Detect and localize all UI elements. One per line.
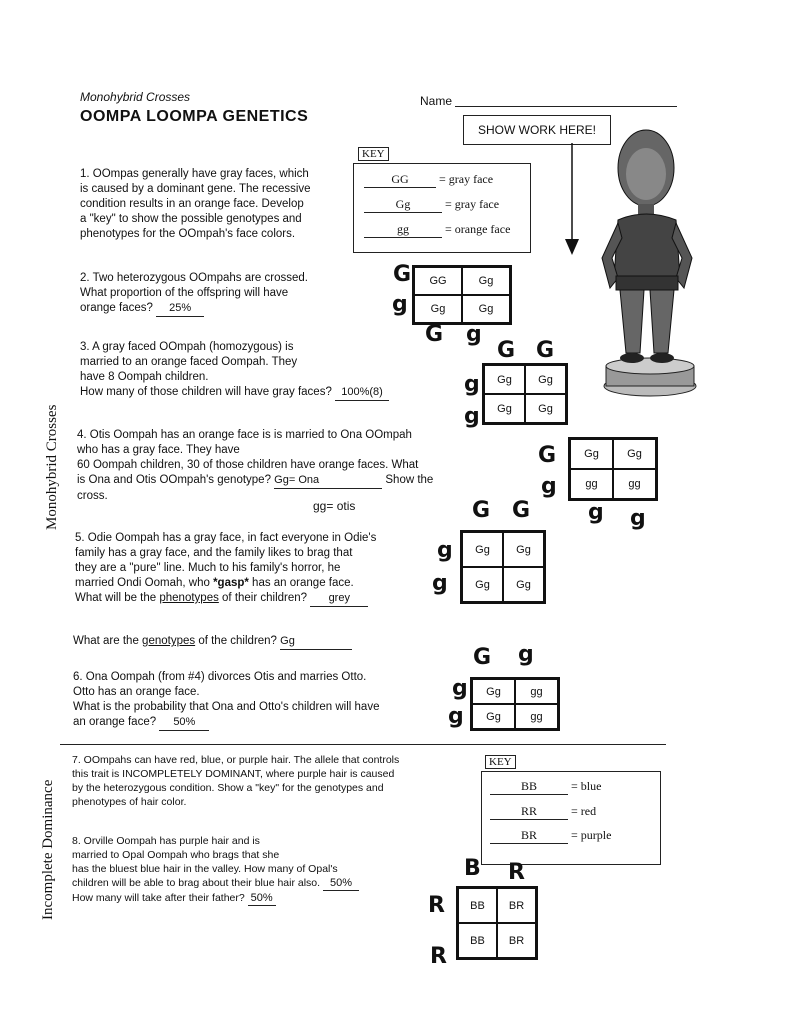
- q4-answer-otis: gg= otis: [313, 499, 356, 513]
- q6-line: What is the probability that Ona and Otto's children will have: [73, 701, 380, 713]
- punnett-row-allele: G: [393, 262, 412, 287]
- punnett-col-allele: B: [464, 856, 481, 881]
- q5-line: family has a gray face, and the family likes to brag that: [75, 547, 353, 559]
- q7-line: by the heterozygous condition. Show a "key" for the genotypes and: [72, 782, 384, 794]
- punnett-square-q6: [470, 677, 560, 731]
- q6-line: Otto has an orange face.: [73, 686, 200, 698]
- q5-line: of their children?: [218, 592, 308, 604]
- q3-answer[interactable]: 100%(8): [335, 385, 389, 401]
- punnett-col-allele: R: [508, 860, 525, 885]
- punnett-cell: Gg: [525, 365, 566, 394]
- q5-line: married Ondi Oomah, who: [75, 577, 214, 589]
- punnett-cell: Gg: [503, 532, 544, 567]
- key-row: [490, 828, 611, 844]
- key-phenotype: = gray face: [439, 172, 494, 186]
- section-divider: [60, 744, 666, 745]
- question-5b: [73, 634, 352, 650]
- q8-answer-blue[interactable]: 50%: [323, 876, 359, 891]
- punnett-row-allele: G: [538, 443, 557, 468]
- punnett-col-allele: g: [518, 642, 534, 667]
- q7-line: phenotypes of hair color.: [72, 796, 187, 808]
- key-row: [364, 222, 510, 238]
- question-8: [72, 834, 359, 906]
- punnett-cell: gg: [515, 679, 558, 704]
- q2-answer[interactable]: 25%: [156, 301, 204, 317]
- oompa-figure-image: [598, 128, 703, 398]
- name-label: Name: [420, 94, 453, 108]
- punnett-cell: Gg: [472, 704, 515, 729]
- q4-line: cross.: [77, 490, 108, 502]
- q5-line: they are a "pure" line. Much to his family's horror, he: [75, 562, 341, 574]
- q1-line: phenotypes for the OOmpah's face colors.: [80, 228, 296, 240]
- key-genotype[interactable]: gg: [364, 222, 442, 238]
- key-genotype[interactable]: Gg: [364, 197, 442, 213]
- punnett-cell: Gg: [525, 394, 566, 423]
- punnett-square-q8: [456, 886, 538, 960]
- key-row: [490, 804, 596, 820]
- punnett-row-allele: R: [430, 944, 447, 969]
- q5-emphasis: *gasp*: [213, 577, 249, 589]
- key-phenotype: = gray face: [445, 197, 500, 211]
- q6-answer[interactable]: 50%: [159, 715, 209, 731]
- q4-line: is Ona and Otis OOmpah's genotype?: [77, 474, 271, 486]
- question-2: [80, 271, 308, 317]
- q1-line: 1. OOmpas generally have gray faces, which: [80, 168, 309, 180]
- punnett-col-allele: g: [588, 500, 604, 525]
- punnett-row-allele: g: [541, 474, 557, 499]
- punnett-cell: BB: [458, 923, 497, 958]
- q6-line: an orange face?: [73, 716, 157, 728]
- punnett-col-allele: g: [466, 322, 482, 347]
- q5-line: 5. Odie Oompah has a gray face, in fact everyone in Odie's: [75, 532, 377, 544]
- punnett-cell: Gg: [484, 394, 525, 423]
- q1-line: condition results in an orange face. Develop: [80, 198, 304, 210]
- punnett-row-allele: g: [452, 676, 468, 701]
- q6-line: 6. Ona Oompah (from #4) divorces Otis and marries Otto.: [73, 671, 367, 683]
- punnett-row-allele: g: [392, 292, 408, 317]
- question-5: [75, 531, 376, 607]
- q4-line: who has a gray face. They have: [77, 444, 240, 456]
- worksheet-title: OOMPA LOOMPA GENETICS: [80, 108, 309, 125]
- punnett-square-q3: [482, 363, 568, 425]
- punnett-col-allele: G: [512, 498, 531, 523]
- key-phenotype: = red: [571, 804, 597, 818]
- punnett-col-allele: G: [473, 645, 492, 670]
- punnett-row-allele: g: [464, 404, 480, 429]
- key-row: [490, 779, 601, 795]
- q3-line: married to an orange faced Oompah. They: [80, 356, 298, 368]
- punnett-row-allele: g: [432, 571, 448, 596]
- punnett-cell: Gg: [613, 439, 656, 469]
- q1-line: a "key" to show the possible genotypes and: [80, 213, 302, 225]
- q3-line: have 8 Oompah children.: [80, 371, 209, 383]
- punnett-cell: Gg: [472, 679, 515, 704]
- punnett-cell: Gg: [462, 532, 503, 567]
- punnett-square-q5: [460, 530, 546, 604]
- punnett-cell: Gg: [484, 365, 525, 394]
- punnett-cell: gg: [570, 469, 613, 499]
- key-label: KEY: [358, 147, 389, 161]
- punnett-col-allele: g: [630, 506, 646, 531]
- question-4: [77, 428, 433, 504]
- punnett-cell: Gg: [462, 267, 510, 295]
- punnett-cell: Gg: [503, 567, 544, 602]
- punnett-cell: GG: [414, 267, 462, 295]
- punnett-square-q4: [568, 437, 658, 501]
- question-1: [80, 167, 311, 242]
- punnett-cell: Gg: [462, 567, 503, 602]
- question-7: [72, 753, 399, 809]
- punnett-row-allele: g: [448, 704, 464, 729]
- punnett-cell: BR: [497, 888, 536, 923]
- q8-line: has the bluest blue hair in the valley. How many of Opal's: [72, 863, 338, 875]
- key-genotype[interactable]: BR: [490, 828, 568, 844]
- punnett-cell: BB: [458, 888, 497, 923]
- punnett-cell: Gg: [414, 295, 462, 323]
- punnett-cell: BR: [497, 923, 536, 958]
- side-label-monohybrid: Monohybrid Crosses: [44, 404, 60, 530]
- q5b-underlined: genotypes: [142, 635, 196, 647]
- q4-line: 60 Oompah children, 30 of those children have orange faces. What: [77, 459, 419, 471]
- q1-line: is caused by a dominant gene. The recessive: [80, 183, 311, 195]
- down-arrow-icon: [562, 143, 582, 258]
- q5b-line: What are the: [73, 635, 143, 647]
- key-genotype[interactable]: BB: [490, 779, 568, 795]
- key-row: [364, 197, 499, 213]
- key-phenotype: = orange face: [445, 222, 511, 236]
- name-field[interactable]: [455, 106, 677, 107]
- q2-line: 2. Two heterozygous OOmpahs are crossed.: [80, 272, 308, 284]
- q3-line: 3. A gray faced OOmpah (homozygous) is: [80, 341, 294, 353]
- worksheet-subtitle: Monohybrid Crosses: [80, 90, 191, 104]
- q8-line: married to Opal Oompah who brags that she: [72, 849, 280, 861]
- q5-phenotype-answer[interactable]: grey: [310, 591, 368, 607]
- q5-underlined: phenotypes: [159, 592, 219, 604]
- q7-line: 7. OOmpahs can have red, blue, or purple hair. The allele that controls: [72, 754, 400, 766]
- question-6: [73, 670, 379, 731]
- side-label-incomplete: Incomplete Dominance: [40, 779, 56, 920]
- q8-line: 8. Orville Oompah has purple hair and is: [72, 835, 260, 847]
- q4-answer-ona[interactable]: Gg= Ona: [274, 473, 382, 489]
- key-phenotype: = blue: [571, 779, 602, 793]
- key-label: KEY: [485, 755, 516, 769]
- q4-line: 4. Otis Oompah has an orange face is is married to Ona OOmpah: [77, 429, 412, 441]
- q5b-line: of the children?: [195, 635, 277, 647]
- q2-line: orange faces?: [80, 302, 153, 314]
- key-row: [364, 172, 493, 188]
- q8-answer-father[interactable]: 50%: [248, 891, 276, 906]
- punnett-cell: Gg: [570, 439, 613, 469]
- q2-line: What proportion of the offspring will have: [80, 287, 289, 299]
- punnett-col-allele: G: [497, 338, 516, 363]
- q5-line: What will be the: [75, 592, 160, 604]
- key-genotype[interactable]: GG: [364, 172, 436, 188]
- q8-line: children will be able to brag about their blue hair also.: [72, 877, 321, 889]
- q5b-genotype-answer[interactable]: Gg: [280, 634, 352, 650]
- punnett-row-allele: g: [464, 372, 480, 397]
- q7-line: this trait is INCOMPLETELY DOMINANT, where purple hair is caused: [72, 768, 395, 780]
- q8-line: How many will take after their father?: [72, 892, 245, 904]
- show-work-box: SHOW WORK HERE!: [463, 115, 611, 145]
- punnett-row-allele: g: [437, 538, 453, 563]
- punnett-cell: Gg: [462, 295, 510, 323]
- punnett-cell: gg: [613, 469, 656, 499]
- question-3: [80, 340, 389, 401]
- punnett-square-q2: [412, 265, 512, 325]
- q4-line: Show the: [385, 474, 434, 486]
- punnett-col-allele: G: [472, 498, 491, 523]
- key-phenotype: = purple: [571, 828, 612, 842]
- punnett-row-allele: R: [428, 893, 445, 918]
- q3-line: How many of those children will have gray faces?: [80, 386, 332, 398]
- punnett-col-allele: G: [425, 322, 444, 347]
- q5-line: has an orange face.: [248, 577, 354, 589]
- punnett-cell: gg: [515, 704, 558, 729]
- punnett-col-allele: G: [536, 338, 555, 363]
- key-genotype[interactable]: RR: [490, 804, 568, 820]
